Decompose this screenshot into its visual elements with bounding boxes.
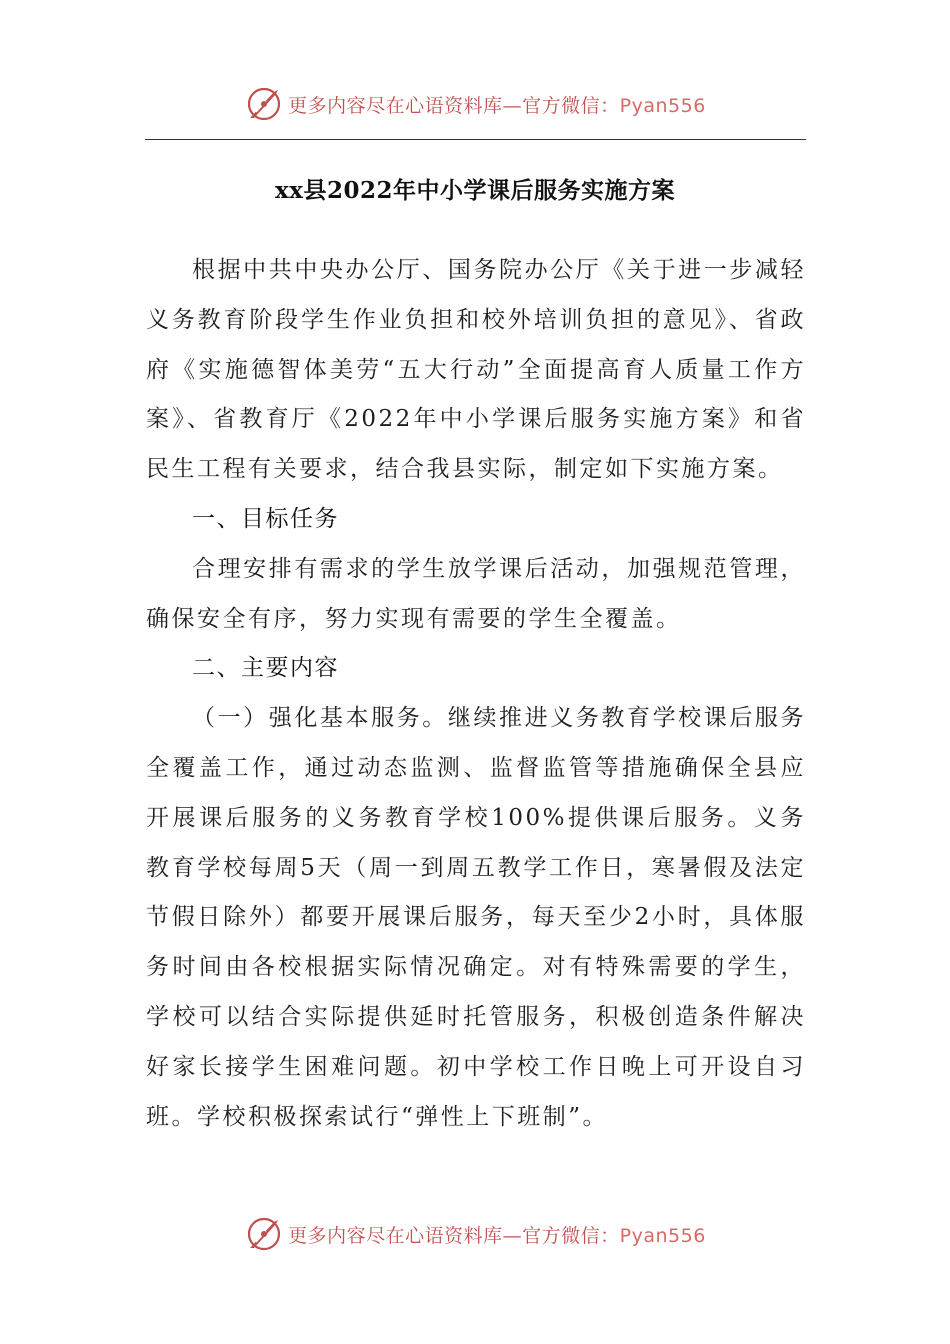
watermark-text: 更多内容尽在心语资料库—官方微信：Pyan556 xyxy=(288,1224,706,1247)
quill-logo-icon xyxy=(244,84,284,124)
header-rule xyxy=(145,139,806,140)
section-1-heading: 一、目标任务 xyxy=(192,505,339,532)
document-title: xx县2022年中小学课后服务实施方案 xyxy=(275,177,675,204)
watermark-banner-top xyxy=(0,82,950,126)
quill-logo-icon xyxy=(244,1214,284,1254)
section-1-body: 合理安排有需求的学生放学课后活动，加强规范管理，确保安全有序，努力实现有需要的学生全覆盖。 xyxy=(146,555,806,632)
section-2-heading: 二、主要内容 xyxy=(192,655,339,682)
watermark-text: 更多内容尽在心语资料库—官方微信：Pyan556 xyxy=(288,94,706,117)
watermark-banner-bottom xyxy=(0,1212,950,1256)
wechat-handle: Pyan556 xyxy=(619,94,706,117)
intro-paragraph: 根据中共中央办公厅、国务院办公厅《关于进一步减轻义务教育阶段学生作业负担和校外培训负担的意见》、省政府《实施德智体美劳“五大行动”全面提高育人质量工作方案》、省教育厅《2022年中小学课后服务实施方案》和省民生工程有关要求，结合我县实际，制定如下实施方案。 xyxy=(146,257,806,483)
wechat-handle: Pyan556 xyxy=(619,1224,706,1247)
document-body xyxy=(146,246,806,1142)
section-2-item-1: （一）强化基本服务。继续推进义务教育学校课后服务全覆盖工作，通过动态监测、监督监管等措施确保全县应开展课后服务的义务教育学校100%提供课后服务。义务教育学校每周5天（周一到周五教学工作日，寒暑假及法定节假日除外）都要开展课后服务，每天至少2小时，具体服务时间由各校根据实际情况确定。对有特殊需要的学生，学校可以结合实际提供延时托管服务，积极创造条件解决好家长接学生困难问题。初中学校工作日晚上可开设自习班。学校积极探索试行“弹性上下班制”。 xyxy=(146,705,806,1130)
